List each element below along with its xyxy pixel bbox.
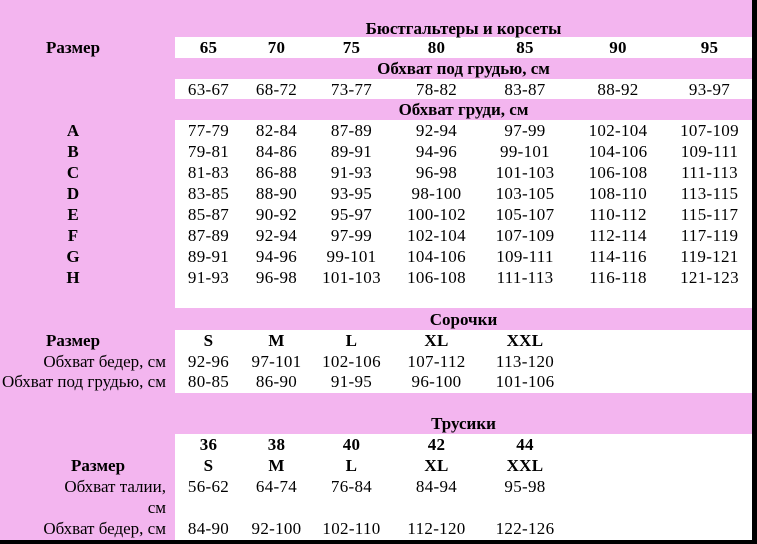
hips-range-cell: 112-120 bbox=[407, 519, 466, 538]
hips-range-cell: 107-112 bbox=[407, 352, 466, 371]
underbust-title: Обхват под грудью, см bbox=[377, 59, 550, 78]
numeric-size-cell: 36 bbox=[199, 435, 218, 454]
bust-range-cell: 87-89 bbox=[330, 121, 373, 140]
hips-range-cell: 113-120 bbox=[495, 352, 555, 371]
cup-row bbox=[0, 246, 752, 267]
cup-label: H bbox=[66, 268, 80, 287]
cup-label: E bbox=[67, 205, 79, 224]
bust-range-cell: 101-103 bbox=[322, 268, 381, 287]
bust-range-cell: 95-97 bbox=[330, 205, 373, 224]
bust-range-cell: 85-87 bbox=[187, 205, 230, 224]
underbust-title-row bbox=[0, 58, 752, 79]
bust-title-row bbox=[0, 99, 752, 120]
shirt-size-cell: M bbox=[268, 331, 285, 350]
cup-row bbox=[0, 225, 752, 246]
bust-range-cell: 108-110 bbox=[588, 184, 648, 203]
underbust-range-cell: 93-97 bbox=[688, 80, 731, 99]
bust-range-cell: 96-98 bbox=[255, 268, 298, 287]
bust-range-cell: 109-111 bbox=[680, 142, 739, 161]
cup-row bbox=[0, 204, 752, 225]
bra-size-cell: 90 bbox=[609, 38, 627, 57]
waist-range-cell: 95-98 bbox=[504, 477, 546, 496]
bust-range-cell: 89-91 bbox=[330, 142, 373, 161]
bust-range-cell: 96-98 bbox=[415, 163, 458, 182]
cup-row bbox=[0, 183, 752, 204]
bust-range-cell: 110-112 bbox=[589, 205, 647, 224]
panties-section-title: Трусики bbox=[431, 414, 496, 433]
waist-range-cell: 56-62 bbox=[187, 477, 230, 496]
bust-range-cell: 94-96 bbox=[255, 247, 298, 266]
bust-range-cell: 82-84 bbox=[255, 121, 298, 140]
hips-range-cell: 92-96 bbox=[187, 352, 230, 371]
panties-waist-row bbox=[0, 476, 752, 517]
bra-size-cell: 80 bbox=[427, 38, 446, 57]
cup-label: F bbox=[67, 226, 79, 245]
hips-label: Обхват бедер, см bbox=[43, 519, 166, 538]
bust-range-cell: 91-93 bbox=[187, 268, 230, 287]
panties-size-cell: XXL bbox=[506, 456, 544, 475]
hips-range-cell: 102-110 bbox=[322, 519, 381, 538]
cup-row bbox=[0, 162, 752, 183]
size-label: Размер bbox=[45, 331, 101, 350]
bust-range-cell: 112-114 bbox=[589, 226, 647, 245]
shirts-section-title: Сорочки bbox=[429, 310, 498, 329]
panties-size-cell: L bbox=[345, 456, 358, 475]
panties-numeric-size-row bbox=[0, 434, 752, 455]
numeric-size-cell: 44 bbox=[516, 435, 534, 454]
bust-range-cell: 102-104 bbox=[588, 121, 648, 140]
underbust-range-cell: 78-82 bbox=[415, 80, 458, 99]
bust-range-cell: 99-101 bbox=[500, 142, 550, 161]
bust-range-cell: 89-91 bbox=[187, 247, 230, 266]
size-label: Размер bbox=[70, 456, 126, 475]
bust-range-cell: 88-90 bbox=[255, 184, 298, 203]
numeric-size-cell: 38 bbox=[267, 435, 286, 454]
waist-label: Обхват талии, см bbox=[64, 477, 166, 517]
bust-range-cell: 90-92 bbox=[255, 205, 298, 224]
bra-size-cell: 70 bbox=[267, 38, 286, 57]
hips-range-cell: 122-126 bbox=[495, 519, 555, 538]
bust-range-cell: 106-108 bbox=[407, 268, 466, 287]
underbust-range-cell: 83-87 bbox=[504, 80, 546, 99]
shirts-title-row bbox=[0, 309, 752, 330]
underbust-row bbox=[0, 79, 752, 100]
cup-row bbox=[0, 267, 752, 288]
cup-row bbox=[0, 120, 752, 141]
bust-range-cell: 84-86 bbox=[255, 142, 298, 161]
bust-range-cell: 100-102 bbox=[407, 205, 466, 224]
panties-size-cell: S bbox=[203, 456, 214, 475]
shirt-size-cell: S bbox=[203, 331, 214, 350]
bust-range-cell: 106-108 bbox=[588, 163, 648, 182]
bust-range-cell: 109-111 bbox=[496, 247, 554, 266]
panties-size-cell: M bbox=[268, 456, 285, 475]
bust-range-cell: 79-81 bbox=[187, 142, 230, 161]
bra-size-cell: 95 bbox=[700, 38, 719, 57]
panties-size-row bbox=[0, 455, 752, 476]
bust-range-cell: 77-79 bbox=[187, 121, 230, 140]
bust-range-cell: 93-95 bbox=[330, 184, 373, 203]
underbust-range-cell: 101-106 bbox=[495, 372, 555, 391]
bust-range-cell: 99-101 bbox=[326, 247, 377, 266]
shirts-underbust-row bbox=[0, 371, 752, 392]
hips-label: Обхват бедер, см bbox=[43, 352, 166, 371]
bust-range-cell: 111-113 bbox=[681, 163, 738, 182]
waist-range-cell: 84-94 bbox=[415, 477, 458, 496]
underbust-range-cell: 86-90 bbox=[255, 372, 298, 391]
shirts-size-row bbox=[0, 330, 752, 351]
bust-range-cell: 113-115 bbox=[680, 184, 739, 203]
bust-range-cell: 121-123 bbox=[680, 268, 739, 287]
panties-hips-row bbox=[0, 518, 752, 539]
bust-range-cell: 92-94 bbox=[255, 226, 298, 245]
bust-range-cell: 83-85 bbox=[187, 184, 230, 203]
bust-range-cell: 101-103 bbox=[495, 163, 555, 182]
bust-range-cell: 105-107 bbox=[495, 205, 555, 224]
bust-range-cell: 111-113 bbox=[496, 268, 554, 287]
bust-range-cell: 98-100 bbox=[411, 184, 462, 203]
shirt-size-cell: XL bbox=[424, 331, 449, 350]
underbust-range-cell: 91-95 bbox=[330, 372, 373, 391]
panties-title-row bbox=[0, 413, 752, 434]
bust-title: Обхват груди, см bbox=[398, 100, 529, 119]
bust-range-cell: 114-116 bbox=[589, 247, 647, 266]
underbust-range-cell: 68-72 bbox=[255, 80, 298, 99]
bust-range-cell: 92-94 bbox=[415, 121, 458, 140]
cup-label: G bbox=[66, 247, 80, 266]
bust-range-cell: 87-89 bbox=[187, 226, 230, 245]
bust-range-cell: 91-93 bbox=[330, 163, 373, 182]
bust-range-cell: 102-104 bbox=[407, 226, 466, 245]
underbust-range-cell: 73-77 bbox=[330, 80, 373, 99]
numeric-size-cell: 42 bbox=[427, 435, 446, 454]
shirt-size-cell: XXL bbox=[506, 331, 544, 350]
bust-range-cell: 119-121 bbox=[680, 247, 739, 266]
bust-range-cell: 115-117 bbox=[680, 205, 739, 224]
cup-label: A bbox=[66, 121, 80, 140]
bust-range-cell: 117-119 bbox=[680, 226, 739, 245]
bust-range-cell: 97-99 bbox=[504, 121, 546, 140]
bras-section-title: Бюстгальтеры и корсеты bbox=[365, 19, 562, 38]
bust-range-cell: 116-118 bbox=[589, 268, 647, 287]
bra-size-cell: 65 bbox=[199, 38, 218, 57]
underbust-range-cell: 63-67 bbox=[187, 80, 230, 99]
bust-range-cell: 97-99 bbox=[330, 226, 373, 245]
bras-size-row bbox=[0, 37, 752, 58]
underbust-range-cell: 88-92 bbox=[597, 80, 639, 99]
cup-label: D bbox=[66, 184, 80, 203]
size-label: Размер bbox=[45, 38, 101, 57]
bust-range-cell: 94-96 bbox=[415, 142, 458, 161]
shirt-size-cell: L bbox=[345, 331, 358, 350]
panties-size-cell: XL bbox=[424, 456, 449, 475]
bust-range-cell: 107-109 bbox=[680, 121, 739, 140]
bra-size-cell: 85 bbox=[516, 38, 534, 57]
cup-row bbox=[0, 141, 752, 162]
bust-range-cell: 104-106 bbox=[588, 142, 648, 161]
shirts-hips-row bbox=[0, 351, 752, 372]
hips-range-cell: 92-100 bbox=[251, 519, 302, 538]
bust-range-cell: 104-106 bbox=[407, 247, 466, 266]
underbust-range-cell: 80-85 bbox=[187, 372, 230, 391]
cup-label: C bbox=[66, 163, 80, 182]
underbust-label: Обхват под грудью, см bbox=[2, 372, 166, 391]
hips-range-cell: 84-90 bbox=[187, 519, 230, 538]
bust-range-cell: 103-105 bbox=[495, 184, 555, 203]
cup-label: B bbox=[67, 142, 79, 161]
bust-range-cell: 86-88 bbox=[255, 163, 298, 182]
waist-range-cell: 76-84 bbox=[330, 477, 373, 496]
waist-range-cell: 64-74 bbox=[255, 477, 298, 496]
bust-range-cell: 81-83 bbox=[187, 163, 230, 182]
bust-range-cell: 107-109 bbox=[495, 226, 555, 245]
underbust-range-cell: 96-100 bbox=[411, 372, 462, 391]
bras-title-row bbox=[0, 18, 752, 39]
numeric-size-cell: 40 bbox=[342, 435, 361, 454]
hips-range-cell: 97-101 bbox=[251, 352, 302, 371]
bra-size-cell: 75 bbox=[342, 38, 361, 57]
hips-range-cell: 102-106 bbox=[322, 352, 381, 371]
